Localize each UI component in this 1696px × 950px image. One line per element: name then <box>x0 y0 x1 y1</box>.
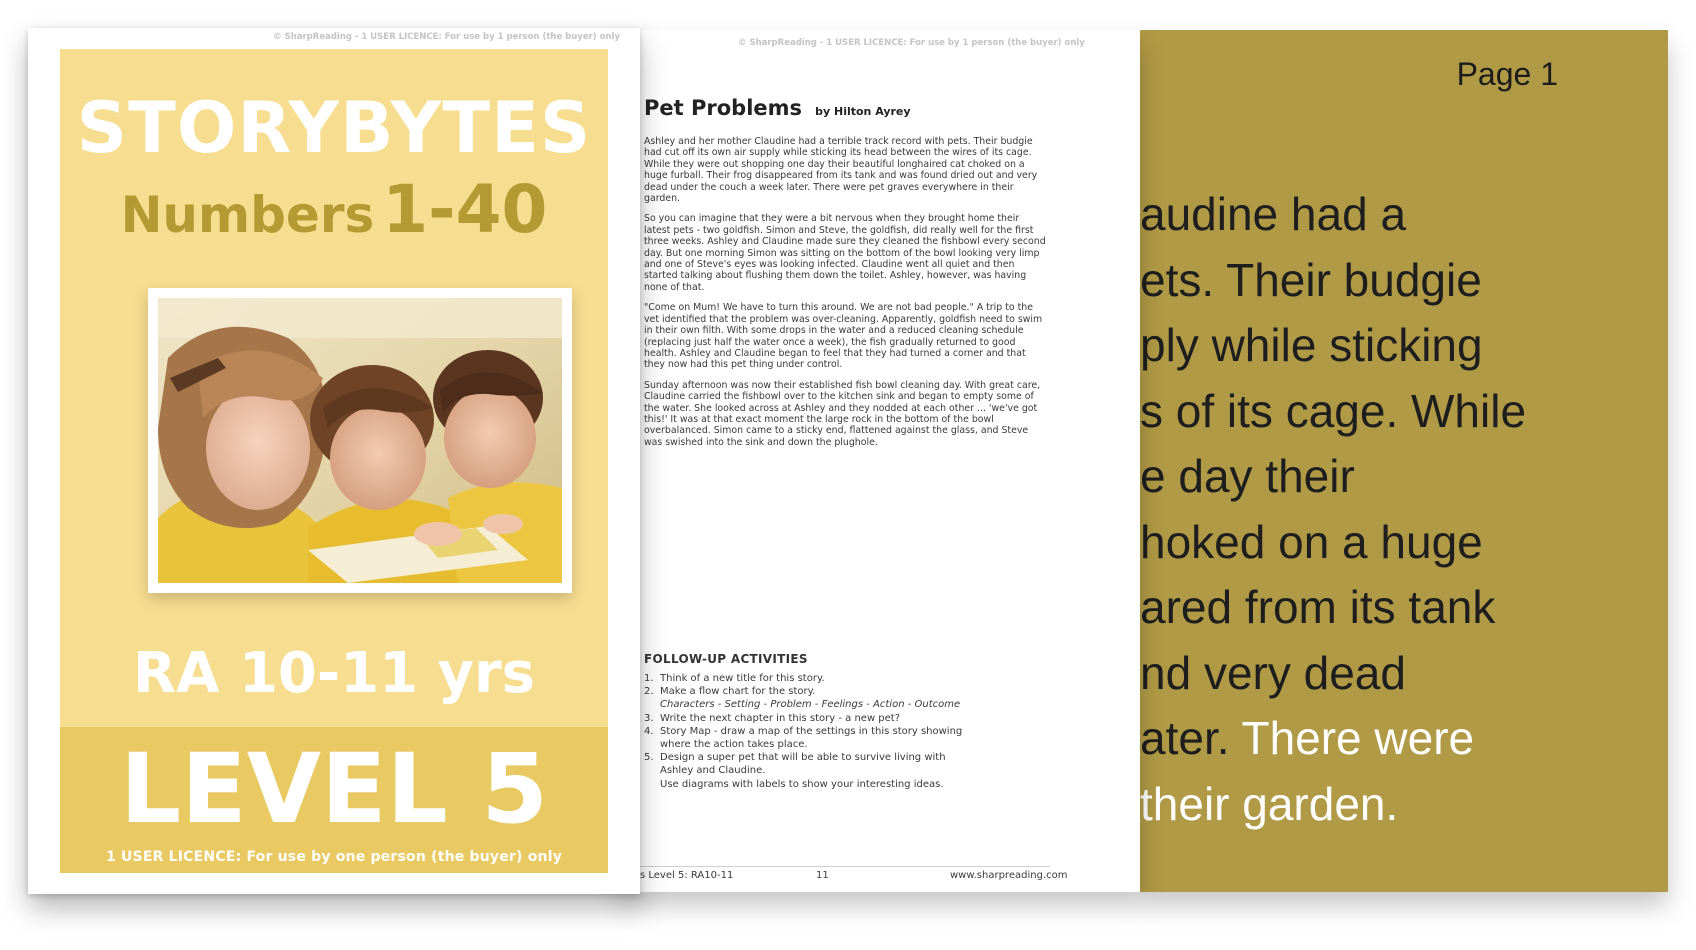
cover-subtitle <box>60 171 608 248</box>
footer-url: www.sharpreading.com <box>950 870 1068 881</box>
zoom-line: hoked on a huge <box>1140 515 1483 568</box>
zoom-text <box>1140 182 1526 837</box>
zoom-page-label: Page 1 <box>1456 56 1558 92</box>
cover-licence-top: © SharpReading - 1 USER LICENCE: For use by 1 person (the buyer) only <box>273 32 620 42</box>
followup-item: Use diagrams with labels to show your interesting ideas. <box>660 778 944 790</box>
zoom-line: ater. There were <box>1140 712 1475 764</box>
zoom-line: audine had a <box>1140 188 1407 240</box>
story-page <box>620 30 1140 892</box>
zoom-line: ets. Their budgie <box>1140 253 1482 306</box>
cover-photo <box>148 288 572 593</box>
followup-item: Ashley and Claudine. <box>660 765 766 777</box>
story-heading <box>644 96 911 120</box>
footer-series: s Level 5: RA10-11 <box>640 870 734 881</box>
followup-item: Characters - Setting - Problem - Feelings - Action - Outcome <box>660 699 961 711</box>
story-paragraph: Ashley and her mother Claudine had a terrible track record with pets. Their budgie had cut off its own air supply while sticking its head between the wires of its cage. While they were out shopping one day their beautiful longhaired cat choked on a huge furball. Their frog disappeared from its tank and was found dried out and very dead under the couch a week later. There were pet graves everywhere in their garden. <box>644 136 1038 205</box>
followup-item: where the action takes place. <box>660 739 808 751</box>
book-cover <box>28 28 640 894</box>
zoom-line: e day their <box>1140 450 1355 502</box>
cover-level-panel <box>60 727 608 873</box>
cover-level: LEVEL 5 <box>119 733 548 845</box>
footer-page-number: 11 <box>816 870 829 881</box>
story-body <box>644 136 1046 457</box>
zoom-line: ared from its tank <box>1140 581 1496 633</box>
story-author: by Hilton Ayrey <box>815 105 911 118</box>
followup-item: 2. Make a flow chart for the story. <box>644 686 816 698</box>
story-paragraph: "Come on Mum! We have to turn this around. We are not bad people." A trip to the vet identified that the problem was over-cleaning. Apparently, goldfish need to swim in their own filth. With some drops in the water and a reduced cleaning schedule (replacing just half the water once a week), the fish gradually returned to good health. Ashley and Claudine began to feel that they had turned a corner and that they now had this pet thing under control. <box>644 302 1043 371</box>
zoom-line: ply while sticking <box>1140 319 1483 371</box>
zoom-line: nd very dead <box>1140 646 1406 699</box>
zoom-panel <box>1140 30 1668 892</box>
followup-title: FOLLOW-UP ACTIVITIES <box>644 652 808 666</box>
followup-item: 1. Think of a new title for this story. <box>644 673 825 684</box>
followup-list <box>644 672 1064 791</box>
story-paragraph: Sunday afternoon was now their established fish bowl cleaning day. With great care, Claudine carried the fishbowl over to the kitchen sink and began to empty some of the water. She looked across at Ashley and they nodded at each other ... 'we've got this!' It was at that exact moment the large rock in the bottom of the bowl overbalanced. Simon came to a sticky end, flattened against the glass, and Steve was swished into the sink and down the plughole. <box>644 379 1041 448</box>
cover-subtitle-word: Numbers <box>120 186 375 244</box>
cover-title-panel <box>60 49 608 729</box>
page-licence-top: © SharpReading - 1 USER LICENCE: For use by 1 person (the buyer) only <box>738 38 1085 48</box>
followup-item: 3. Write the next chapter in this story - a new pet? <box>644 712 901 724</box>
cover-licence-bottom: 1 USER LICENCE: For use by one person (the buyer) only <box>105 849 563 865</box>
zoom-line: s of its cage. While <box>1140 384 1527 437</box>
story-paragraph: So you can imagine that they were a bit nervous when they brought home their latest pets - two goldfish. Simon and Steve, the goldfish, did really well for the first three weeks. Ashley and Claudine made sure they cleaned the fishbowl every second day. But one morning Simon was sitting on the bottom of the bowl looking very limp and one of Steve's eyes was looking infected. Claudine went all quiet and then started talking about flushing them down the toilet. Ashley, however, was having none of that. <box>644 213 1046 293</box>
followup-item: 4. Story Map - draw a map of the settings in this story showing <box>644 725 963 737</box>
cover-reading-age: RA 10-11 yrs <box>132 641 535 706</box>
children-reading-photo <box>158 298 562 583</box>
followup-item: 5. Design a super pet that will be able to survive living with <box>644 752 946 764</box>
footer-rule <box>620 866 1050 867</box>
story-title: Pet Problems <box>644 96 803 120</box>
cover-subtitle-range: 1-40 <box>382 171 548 248</box>
zoom-line: their garden. <box>1140 777 1399 830</box>
cover-title: STORYBYTES <box>76 87 592 169</box>
